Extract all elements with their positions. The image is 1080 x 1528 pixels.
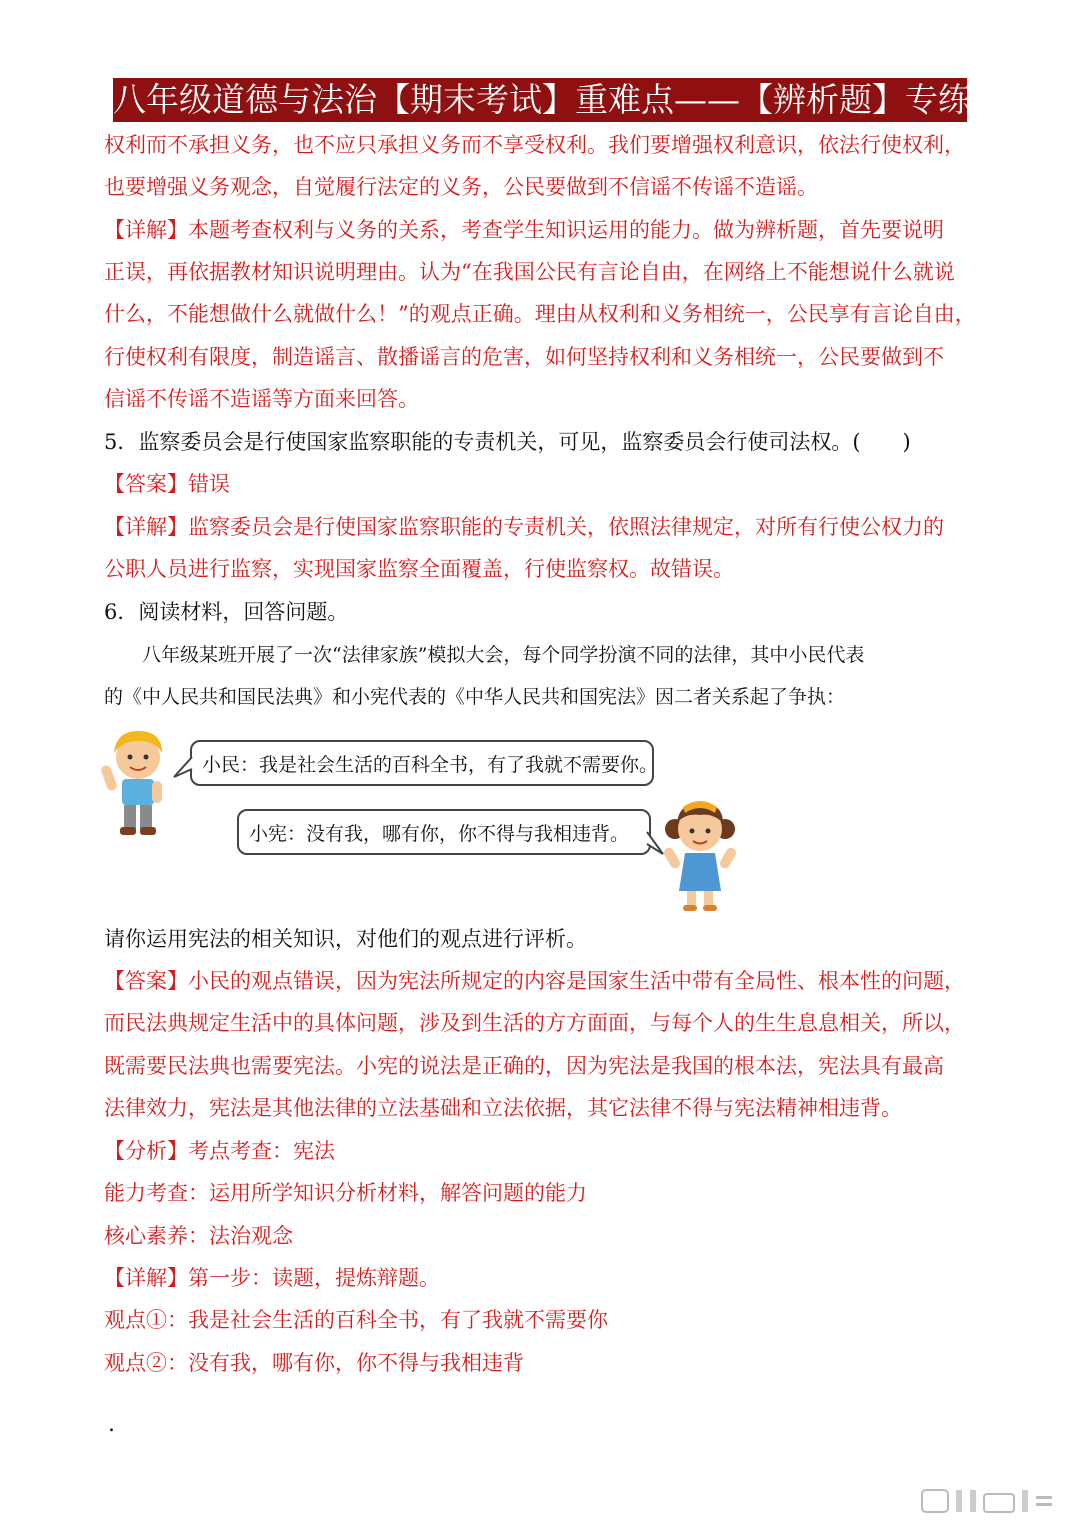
bubble-tail xyxy=(172,755,194,781)
analysis-text: 考点考查：宪法 xyxy=(188,1139,335,1163)
detail-text: 本题考查权利与义务的关系，考查学生知识运用的能力。做为辨析题，首先要说明 xyxy=(188,218,944,242)
detail-tag: 【详解】 xyxy=(104,515,188,539)
q6-answer-line: 而民法典规定生活中的具体问题，涉及到生活的方方面面，与每个人的生生息息相关，所以， xyxy=(104,1011,965,1035)
detail-text: 第一步：读题，提炼辩题。 xyxy=(188,1266,440,1290)
question-5: 5．监察委员会是行使国家监察职能的专责机关，可见，监察委员会行使司法权。( ) xyxy=(104,430,911,454)
answer-text: 错误 xyxy=(188,472,230,496)
trailing-dot: . xyxy=(108,1412,115,1437)
watermark-icon xyxy=(918,1486,1058,1516)
detail-text: 监察委员会是行使国家监察职能的专责机关，依照法律规定，对所有行使公权力的 xyxy=(188,515,944,539)
prev-answer-line: 权利而不承担义务，也不应只承担义务而不享受权利。我们要增强权利意识，依法行使权利， xyxy=(104,133,965,157)
q6-detail xyxy=(104,1263,984,1293)
q6-answer-line xyxy=(104,966,984,996)
answer-text: 小民的观点错误，因为宪法所规定的内容是国家生活中带有全局性、根本性的问题， xyxy=(188,969,965,993)
q6-analysis xyxy=(104,1136,984,1166)
q6-view-2: 观点②：没有我，哪有你，你不得与我相违背 xyxy=(104,1351,524,1375)
answer-tag: 【答案】 xyxy=(104,969,188,993)
q6-prompt: 请你运用宪法的相关知识，对他们的观点进行评析。 xyxy=(104,927,587,951)
prev-detail-line xyxy=(104,215,984,245)
bubble-text: 小民：我是社会生活的百科全书，有了我就不需要你。 xyxy=(202,753,659,776)
question-6: 6．阅读材料，回答问题。 xyxy=(104,600,349,624)
prev-detail-line: 什么，不能想做什么就做什么！”的观点正确。理由从权利和义务相统一，公民享有言论自由， xyxy=(104,302,976,326)
q5-detail-line: 公职人员进行监察，实现国家监察全面覆盖，行使监察权。故错误。 xyxy=(104,557,734,581)
detail-tag: 【详解】 xyxy=(104,1266,188,1290)
q6-ability: 能力考查：运用所学知识分析材料，解答问题的能力 xyxy=(104,1181,587,1205)
answer-tag: 【答案】 xyxy=(104,472,188,496)
detail-tag: 【详解】 xyxy=(104,218,188,242)
speech-bubble-xiaoxian xyxy=(237,809,651,855)
girl-character-illustration xyxy=(655,795,745,915)
q6-answer-line: 法律效力，宪法是其他法律的立法基础和立法依据，其它法律不得与宪法精神相违背。 xyxy=(104,1096,902,1120)
q6-view-1: 观点①：我是社会生活的百科全书，有了我就不需要你 xyxy=(104,1308,608,1332)
prev-answer-line: 也要增强义务观念，自觉履行法定的义务，公民要做到不信谣不传谣不造谣。 xyxy=(104,175,818,199)
prev-detail-line: 行使权利有限度，制造谣言、散播谣言的危害，如何坚持权利和义务相统一，公民要做到不 xyxy=(104,345,944,369)
bubble-text: 小宪：没有我，哪有你，你不得与我相违背。 xyxy=(249,822,630,845)
analysis-tag: 【分析】 xyxy=(104,1139,188,1163)
page-title-banner: 八年级道德与法治【期末考试】重难点——【辨析题】专练 xyxy=(113,78,967,122)
story-line: 八年级某班开展了一次“法律家族”模拟大会，每个同学扮演不同的法律，其中小民代表 xyxy=(104,644,865,666)
q5-detail-line xyxy=(104,512,984,542)
prev-detail-line: 信谣不传谣不造谣等方面来回答。 xyxy=(104,387,419,411)
boy-character-illustration xyxy=(100,725,170,837)
speech-bubble-xiaomin xyxy=(190,740,659,786)
q5-answer xyxy=(104,469,984,499)
q6-literacy: 核心素养：法治观念 xyxy=(104,1224,293,1248)
q6-answer-line: 既需要民法典也需要宪法。小宪的说法是正确的，因为宪法是我国的根本法，宪法具有最高 xyxy=(104,1054,944,1078)
prev-detail-line: 正误，再依据教材知识说明理由。认为“在我国公民有言论自由，在网络上不能想说什么就说 xyxy=(104,260,955,284)
story-line: 的《中人民共和国民法典》和小宪代表的《中华人民共和国宪法》因二者关系起了争执： xyxy=(104,686,846,708)
